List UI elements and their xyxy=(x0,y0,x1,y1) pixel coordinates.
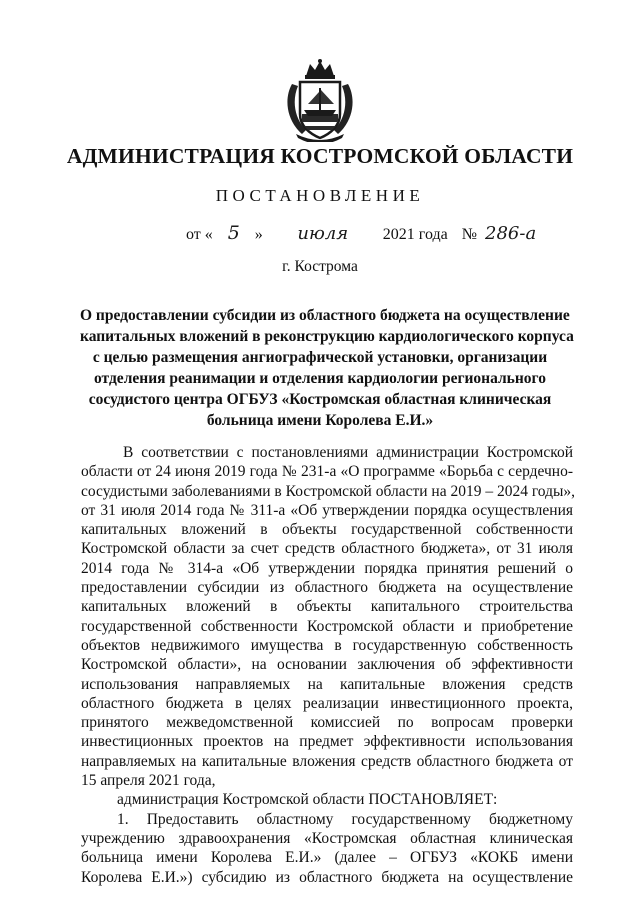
body-line: учреждению здравоохранения «Костромская областная клиническая xyxy=(81,829,573,847)
document-type: ПОСТАНОВЛЕНИЕ xyxy=(215,186,425,205)
body-line: предоставлении субсидии из областного бюджета на осуществление xyxy=(81,579,573,597)
body-line: объектов недвижимого имущества в государственную собственность xyxy=(81,636,573,654)
coat-of-arms-emblem xyxy=(282,58,358,142)
body-line: капитальных вложений в объекты государственной собственности xyxy=(81,521,573,539)
title-line: капитальных вложений в реконструкцию кардиологического корпуса xyxy=(80,328,574,345)
body-line: Костромской области за счет средств областного бюджета», от 31 июля xyxy=(81,540,573,558)
body-line: 2014 года № 314-а «Об утверждении порядка принятия решений о xyxy=(81,559,573,577)
title-line: отделения реанимации и отделения кардиологии регионального xyxy=(94,370,546,387)
title-line: сосудистого центра ОГБУЗ «Костромская областная клиническая xyxy=(88,391,552,408)
body-line: от 31 июля 2014 года № 311-а «Об утверждении порядка осуществления xyxy=(81,501,573,519)
body-line: Костромской области», на основании заключения об эффективности xyxy=(81,656,573,674)
date-month: июля xyxy=(297,223,349,244)
date-day: 5 xyxy=(227,222,240,244)
body-line: администрация Костромской области ПОСТАНОВЛЯЕТ: xyxy=(117,791,498,809)
document-title xyxy=(80,305,574,431)
body-line: принятого межведомственной комиссией по вопросам проверки xyxy=(81,714,573,732)
body-line: сосудистыми заболеваниями в Костромской области на 2019 – 2024 годы», xyxy=(81,482,576,500)
document-number: 286-а xyxy=(485,223,537,244)
authority-name: АДМИНИСТРАЦИЯ КОСТРОМСКОЙ ОБЛАСТИ xyxy=(66,144,574,168)
body-line: области от 24 июня 2019 года № 231-а «О программе «Борьба с сердечно- xyxy=(81,463,573,481)
date-prefix: от « xyxy=(186,226,213,243)
body-line: 15 апреля 2021 года, xyxy=(81,772,216,790)
body-line: областного бюджета в целях реализации инвестиционного проекта, xyxy=(81,694,573,712)
date-number-line xyxy=(186,222,536,245)
title-line: О предоставлении субсидии из областного бюджета на осуществление xyxy=(80,307,570,324)
body-line: капитальных вложений в объекты капитального строительства xyxy=(81,598,573,616)
body-line: государственной собственности Костромской области и приобретение xyxy=(81,617,573,635)
title-line: с целью размещения ангиографической установки, организации xyxy=(92,349,548,366)
body-line: инвестиционных проектов на предмет эффективности использования xyxy=(81,733,573,751)
body-line: 1. Предоставить областному государственному бюджетному xyxy=(117,810,573,828)
title-line: больница имени Королева Е.И.» xyxy=(206,412,434,429)
number-sign: № xyxy=(461,226,477,243)
city-name: г. Кострома xyxy=(282,258,358,275)
date-year: 2021 года xyxy=(382,226,448,243)
body-line: использования направляемых на капитальные вложения средств xyxy=(81,675,573,693)
body-line: больница имени Королева Е.И.» (далее – ОГБУЗ «КОКБ имени xyxy=(81,849,573,867)
body-line: В соответствии с постановлениями администрации Костромской xyxy=(123,444,573,461)
date-mid: » xyxy=(254,226,263,243)
document-body xyxy=(81,443,576,887)
body-line: Королева Е.И.») субсидию из областного бюджета на осуществление xyxy=(81,868,573,886)
body-line: направляемых на капитальные вложения средств областного бюджета от xyxy=(81,752,573,770)
